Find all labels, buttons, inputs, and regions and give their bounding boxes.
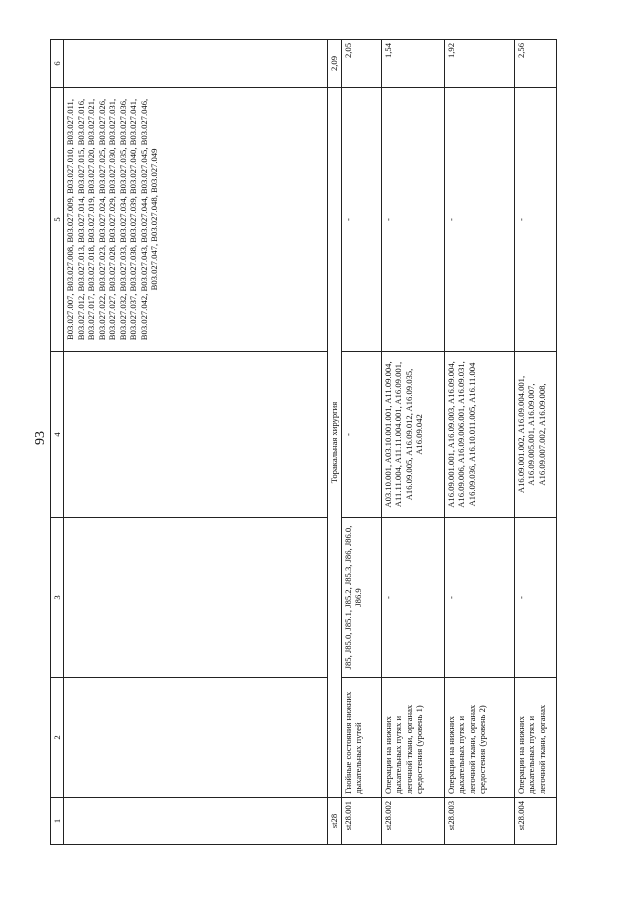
row-services: A03.10.001, A03.10.001.001, A11.09.004, A11.11.004, A11.11.004.001, A16.09.001, A16.09.005, A16.09.012, A16.09.035, A16.09.042	[381, 352, 444, 518]
section-title: Торакальная хирургия	[328, 88, 341, 798]
ksg-table	[50, 39, 557, 845]
section-code: st28	[328, 798, 341, 845]
row-name: Гнойные состояния нижних дыхательных путей	[341, 678, 381, 798]
row-col5: -	[381, 88, 444, 352]
column-header: 1	[51, 798, 64, 845]
table-row	[381, 40, 444, 845]
section-row	[328, 40, 341, 845]
page-number: 93	[33, 431, 48, 445]
row-name: Операции на нижних дыхательных путях и легочной ткани, органах	[514, 678, 556, 798]
row-coef: 1,54	[381, 40, 444, 88]
row-code: st28.001	[341, 798, 381, 845]
cell	[64, 678, 328, 798]
services-cell: B03.027.007, B03.027.008, B03.027.009, B03.027.010, B03.027.011, B03.027.012, B03.027.013, B03.027.014, B03.027.015, B03.027.016, B03.027.017, B03.027.018, B03.027.019, B03.027.020, B03.027.021, B03.027.022, B03.027.023, B03.027.024, B03.027.025, B03.027.026, B03.027.027, B03.027.028, B03.027.029, B03.027.030, B03.027.031, B03.027.032, B03.027.033, B03.027.034, B03.027.035, B03.027.036, B03.027.037, B03.027.038, B03.027.039, B03.027.040, B03.027.041, B03.027.042, B03.027.043, B03.027.044, B03.027.045, B03.027.046, B03.027.047, B03.027.048, B03.027.049	[64, 88, 328, 352]
column-header: 3	[51, 518, 64, 678]
row-col5: -	[444, 88, 514, 352]
row-diagnoses: J85, J85.0, J85.1, J85.2, J85.3, J86, J86.0, J86.9	[341, 518, 381, 678]
column-number-row	[51, 40, 64, 845]
row-services: A16.09.001.002, A16.09.004.001, A16.09.005.001, A16.09.007, A16.09.007.002, A16.09.008,	[514, 352, 556, 518]
cell	[64, 352, 328, 518]
row-code: st28.002	[381, 798, 444, 845]
row-diagnoses: -	[444, 518, 514, 678]
table-row	[444, 40, 514, 845]
cell	[64, 40, 328, 88]
column-header: 5	[51, 88, 64, 352]
cell	[64, 518, 328, 678]
row-services: A16.09.001.001, A16.09.003, A16.09.004, A16.09.006, A16.09.006.001, A16.09.031, A16.09.036, A16.10.011.005, A16.11.004	[444, 352, 514, 518]
row-code: st28.004	[514, 798, 556, 845]
table-row	[514, 40, 556, 845]
row-code: st28.003	[444, 798, 514, 845]
cell	[64, 798, 328, 845]
column-header: 2	[51, 678, 64, 798]
rotated-table-sheet	[50, 40, 592, 845]
column-header: 4	[51, 352, 64, 518]
row-col5: -	[514, 88, 556, 352]
row-coef: 2,05	[341, 40, 381, 88]
section-coef: 2,09	[328, 40, 341, 88]
row-diagnoses: -	[381, 518, 444, 678]
row-coef: 1,92	[444, 40, 514, 88]
column-header: 6	[51, 40, 64, 88]
row-diagnoses: -	[514, 518, 556, 678]
row-services: -	[341, 352, 381, 518]
continuation-row	[64, 40, 328, 845]
table-row	[341, 40, 381, 845]
row-col5: -	[341, 88, 381, 352]
row-name: Операции на нижних дыхательных путях и легочной ткани, органах средостения (уровень 2)	[444, 678, 514, 798]
row-name: Операции на нижних дыхательных путях и легочной ткани, органах средостения (уровень 1)	[381, 678, 444, 798]
row-coef: 2,56	[514, 40, 556, 88]
